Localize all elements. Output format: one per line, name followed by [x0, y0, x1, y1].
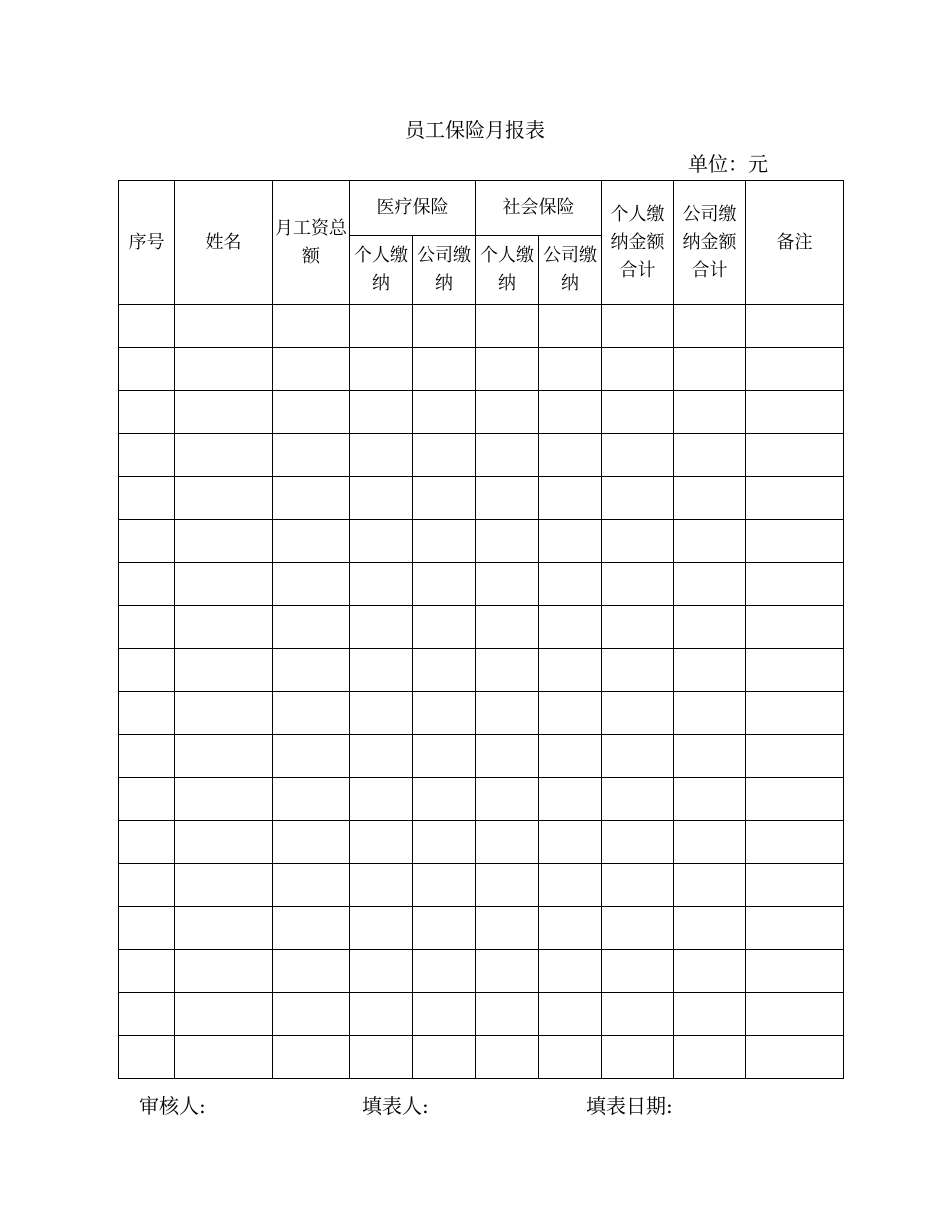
- table-row: [119, 993, 844, 1036]
- table-cell[interactable]: [413, 778, 476, 821]
- table-cell[interactable]: [175, 821, 273, 864]
- table-cell[interactable]: [350, 907, 413, 950]
- reviewer-label: 审核人:: [139, 1094, 206, 1118]
- table-cell[interactable]: [175, 993, 273, 1036]
- table-cell[interactable]: [175, 520, 273, 563]
- table-cell[interactable]: [175, 907, 273, 950]
- table-cell[interactable]: [413, 1036, 476, 1079]
- table-cell[interactable]: [273, 305, 350, 348]
- table-cell[interactable]: [602, 993, 674, 1036]
- table-cell[interactable]: [539, 950, 602, 993]
- table-cell[interactable]: [476, 434, 539, 477]
- table-cell[interactable]: [539, 434, 602, 477]
- table-cell[interactable]: [175, 563, 273, 606]
- table-cell[interactable]: [602, 649, 674, 692]
- table-row: [119, 434, 844, 477]
- table-row: [119, 649, 844, 692]
- table-cell[interactable]: [350, 993, 413, 1036]
- table-cell[interactable]: [413, 563, 476, 606]
- table-row: [119, 606, 844, 649]
- table-cell[interactable]: [350, 778, 413, 821]
- table-cell[interactable]: [602, 735, 674, 778]
- table-row: [119, 348, 844, 391]
- table-row: [119, 1036, 844, 1079]
- table-cell[interactable]: [539, 1036, 602, 1079]
- table-cell[interactable]: [273, 520, 350, 563]
- table-cell[interactable]: [746, 391, 844, 434]
- table-cell[interactable]: [119, 864, 175, 907]
- table-cell[interactable]: [413, 391, 476, 434]
- table-cell[interactable]: [273, 778, 350, 821]
- table-cell[interactable]: [539, 305, 602, 348]
- table-row: [119, 563, 844, 606]
- table-cell[interactable]: [746, 735, 844, 778]
- table-cell[interactable]: [350, 305, 413, 348]
- table-cell[interactable]: [746, 305, 844, 348]
- table-cell[interactable]: [674, 434, 746, 477]
- header-remark: 备注: [746, 181, 844, 305]
- table-row: [119, 305, 844, 348]
- table-cell[interactable]: [539, 563, 602, 606]
- table-cell[interactable]: [476, 649, 539, 692]
- table-cell[interactable]: [674, 563, 746, 606]
- table-cell[interactable]: [746, 950, 844, 993]
- table-cell[interactable]: [273, 563, 350, 606]
- table-cell[interactable]: [476, 391, 539, 434]
- table-cell[interactable]: [674, 606, 746, 649]
- table-cell[interactable]: [413, 606, 476, 649]
- table-cell[interactable]: [476, 1036, 539, 1079]
- table-cell[interactable]: [350, 821, 413, 864]
- table-cell[interactable]: [413, 692, 476, 735]
- table-row: [119, 778, 844, 821]
- table-cell[interactable]: [119, 778, 175, 821]
- table-cell[interactable]: [476, 993, 539, 1036]
- table-cell[interactable]: [273, 606, 350, 649]
- table-cell[interactable]: [175, 391, 273, 434]
- table-cell[interactable]: [539, 606, 602, 649]
- header-medical-company: 公司缴纳: [413, 236, 476, 305]
- table-cell[interactable]: [175, 778, 273, 821]
- table-cell[interactable]: [119, 821, 175, 864]
- table-cell[interactable]: [175, 735, 273, 778]
- header-name: 姓名: [175, 181, 273, 305]
- table-row: [119, 520, 844, 563]
- table-cell[interactable]: [119, 1036, 175, 1079]
- table-cell[interactable]: [350, 391, 413, 434]
- table-row: [119, 692, 844, 735]
- table-cell[interactable]: [413, 821, 476, 864]
- table-cell[interactable]: [602, 907, 674, 950]
- table-cell[interactable]: [746, 520, 844, 563]
- table-cell[interactable]: [350, 477, 413, 520]
- table-row: [119, 735, 844, 778]
- table-cell[interactable]: [413, 434, 476, 477]
- table-cell[interactable]: [602, 305, 674, 348]
- table-cell[interactable]: [746, 993, 844, 1036]
- table-row: [119, 950, 844, 993]
- table-cell[interactable]: [539, 735, 602, 778]
- table-cell[interactable]: [476, 950, 539, 993]
- table-cell[interactable]: [602, 606, 674, 649]
- table-cell[interactable]: [350, 649, 413, 692]
- table-cell[interactable]: [413, 477, 476, 520]
- table-cell[interactable]: [602, 391, 674, 434]
- table-cell[interactable]: [175, 950, 273, 993]
- table-cell[interactable]: [350, 692, 413, 735]
- unit-label: 单位：元: [688, 152, 768, 176]
- table-cell[interactable]: [674, 649, 746, 692]
- header-seq: 序号: [119, 181, 175, 305]
- table-row: [119, 477, 844, 520]
- table-cell[interactable]: [674, 692, 746, 735]
- table-cell[interactable]: [413, 305, 476, 348]
- table-row: [119, 391, 844, 434]
- table-cell[interactable]: [119, 563, 175, 606]
- table-cell[interactable]: [119, 520, 175, 563]
- table-cell[interactable]: [602, 864, 674, 907]
- table-cell[interactable]: [119, 907, 175, 950]
- table-cell[interactable]: [273, 692, 350, 735]
- table-cell[interactable]: [273, 821, 350, 864]
- table-cell[interactable]: [350, 434, 413, 477]
- table-cell[interactable]: [746, 778, 844, 821]
- table-cell[interactable]: [674, 778, 746, 821]
- table-cell[interactable]: [476, 348, 539, 391]
- table-cell[interactable]: [119, 434, 175, 477]
- table-cell[interactable]: [539, 348, 602, 391]
- table-cell[interactable]: [413, 907, 476, 950]
- table-cell[interactable]: [175, 348, 273, 391]
- table-cell[interactable]: [413, 864, 476, 907]
- header-social-insurance: 社会保险: [476, 181, 602, 236]
- table-cell[interactable]: [273, 950, 350, 993]
- table-cell[interactable]: [175, 1036, 273, 1079]
- table-cell[interactable]: [175, 864, 273, 907]
- table-cell[interactable]: [350, 348, 413, 391]
- table-cell[interactable]: [602, 950, 674, 993]
- table-cell[interactable]: [413, 735, 476, 778]
- table-cell[interactable]: [476, 563, 539, 606]
- table-cell[interactable]: [674, 348, 746, 391]
- table-cell[interactable]: [119, 348, 175, 391]
- table-cell[interactable]: [273, 391, 350, 434]
- table-cell[interactable]: [746, 563, 844, 606]
- table-cell[interactable]: [746, 1036, 844, 1079]
- header-company-total: 公司缴纳金额合计: [674, 181, 746, 305]
- table-cell[interactable]: [273, 735, 350, 778]
- table-cell[interactable]: [413, 950, 476, 993]
- table-cell[interactable]: [746, 434, 844, 477]
- table-row: [119, 907, 844, 950]
- table-cell[interactable]: [413, 649, 476, 692]
- table-cell[interactable]: [539, 864, 602, 907]
- table-cell[interactable]: [539, 520, 602, 563]
- table-cell[interactable]: [746, 348, 844, 391]
- table-cell[interactable]: [602, 563, 674, 606]
- table-cell[interactable]: [119, 950, 175, 993]
- insurance-report-table: [118, 180, 844, 1079]
- table-cell[interactable]: [476, 778, 539, 821]
- table-cell[interactable]: [476, 305, 539, 348]
- table-row: [119, 864, 844, 907]
- table-cell[interactable]: [175, 649, 273, 692]
- table-cell[interactable]: [476, 606, 539, 649]
- table-cell[interactable]: [350, 606, 413, 649]
- table-cell[interactable]: [602, 434, 674, 477]
- table-cell[interactable]: [539, 821, 602, 864]
- table-cell[interactable]: [119, 305, 175, 348]
- table-cell[interactable]: [119, 692, 175, 735]
- table-cell[interactable]: [602, 821, 674, 864]
- header-salary-total: 月工资总额: [273, 181, 350, 305]
- table-cell[interactable]: [674, 520, 746, 563]
- table-cell[interactable]: [746, 864, 844, 907]
- table-cell[interactable]: [175, 477, 273, 520]
- table-cell[interactable]: [674, 821, 746, 864]
- table-cell[interactable]: [175, 606, 273, 649]
- table-cell[interactable]: [746, 606, 844, 649]
- table-cell[interactable]: [413, 520, 476, 563]
- table-cell[interactable]: [119, 391, 175, 434]
- table-cell[interactable]: [539, 778, 602, 821]
- table-cell[interactable]: [476, 520, 539, 563]
- table-cell[interactable]: [273, 907, 350, 950]
- table-cell[interactable]: [476, 692, 539, 735]
- header-personal-total: 个人缴纳金额合计: [602, 181, 674, 305]
- table-cell[interactable]: [273, 649, 350, 692]
- header-social-company: 公司缴纳: [539, 236, 602, 305]
- table-cell[interactable]: [350, 563, 413, 606]
- table-cell[interactable]: [539, 993, 602, 1036]
- table-cell[interactable]: [674, 907, 746, 950]
- table-cell[interactable]: [602, 520, 674, 563]
- fill-date-label: 填表日期:: [586, 1094, 673, 1118]
- table-cell[interactable]: [674, 305, 746, 348]
- table-cell[interactable]: [175, 305, 273, 348]
- table-cell[interactable]: [674, 735, 746, 778]
- table-cell[interactable]: [119, 735, 175, 778]
- table-cell[interactable]: [273, 434, 350, 477]
- table-cell[interactable]: [674, 993, 746, 1036]
- table-cell[interactable]: [602, 1036, 674, 1079]
- table-cell[interactable]: [539, 692, 602, 735]
- table-cell[interactable]: [476, 907, 539, 950]
- table-row: [119, 821, 844, 864]
- table-cell[interactable]: [413, 993, 476, 1036]
- table-cell[interactable]: [602, 348, 674, 391]
- table-cell[interactable]: [119, 993, 175, 1036]
- table-cell[interactable]: [674, 1036, 746, 1079]
- table-cell[interactable]: [273, 348, 350, 391]
- table-cell[interactable]: [350, 864, 413, 907]
- table-cell[interactable]: [746, 821, 844, 864]
- table-cell[interactable]: [539, 477, 602, 520]
- table-cell[interactable]: [674, 950, 746, 993]
- filler-label: 填表人:: [362, 1094, 429, 1118]
- table-cell[interactable]: [119, 649, 175, 692]
- table-cell[interactable]: [674, 477, 746, 520]
- page-title: 员工保险月报表: [405, 118, 545, 142]
- table-cell[interactable]: [273, 1036, 350, 1079]
- table-cell[interactable]: [746, 907, 844, 950]
- table-cell[interactable]: [273, 993, 350, 1036]
- table-cell[interactable]: [674, 391, 746, 434]
- table-cell[interactable]: [119, 477, 175, 520]
- table-cell[interactable]: [602, 692, 674, 735]
- header-medical-insurance: 医疗保险: [350, 181, 476, 236]
- header-medical-personal: 个人缴纳: [350, 236, 413, 305]
- table-body: [119, 305, 844, 1079]
- table-cell[interactable]: [476, 821, 539, 864]
- table-cell[interactable]: [602, 477, 674, 520]
- table-cell[interactable]: [746, 477, 844, 520]
- table-cell[interactable]: [413, 348, 476, 391]
- table-cell[interactable]: [175, 692, 273, 735]
- table-cell[interactable]: [273, 477, 350, 520]
- table-cell[interactable]: [273, 864, 350, 907]
- table-cell[interactable]: [119, 606, 175, 649]
- header-social-personal: 个人缴纳: [476, 236, 539, 305]
- table-cell[interactable]: [602, 778, 674, 821]
- table-cell[interactable]: [476, 864, 539, 907]
- table-cell[interactable]: [476, 477, 539, 520]
- table-cell[interactable]: [350, 735, 413, 778]
- table-cell[interactable]: [539, 649, 602, 692]
- table-cell[interactable]: [674, 864, 746, 907]
- table-cell[interactable]: [476, 735, 539, 778]
- table-cell[interactable]: [746, 649, 844, 692]
- table-cell[interactable]: [175, 434, 273, 477]
- table-cell[interactable]: [350, 520, 413, 563]
- table-cell[interactable]: [539, 907, 602, 950]
- table-cell[interactable]: [746, 692, 844, 735]
- table-cell[interactable]: [539, 391, 602, 434]
- table-cell[interactable]: [350, 950, 413, 993]
- table-cell[interactable]: [350, 1036, 413, 1079]
